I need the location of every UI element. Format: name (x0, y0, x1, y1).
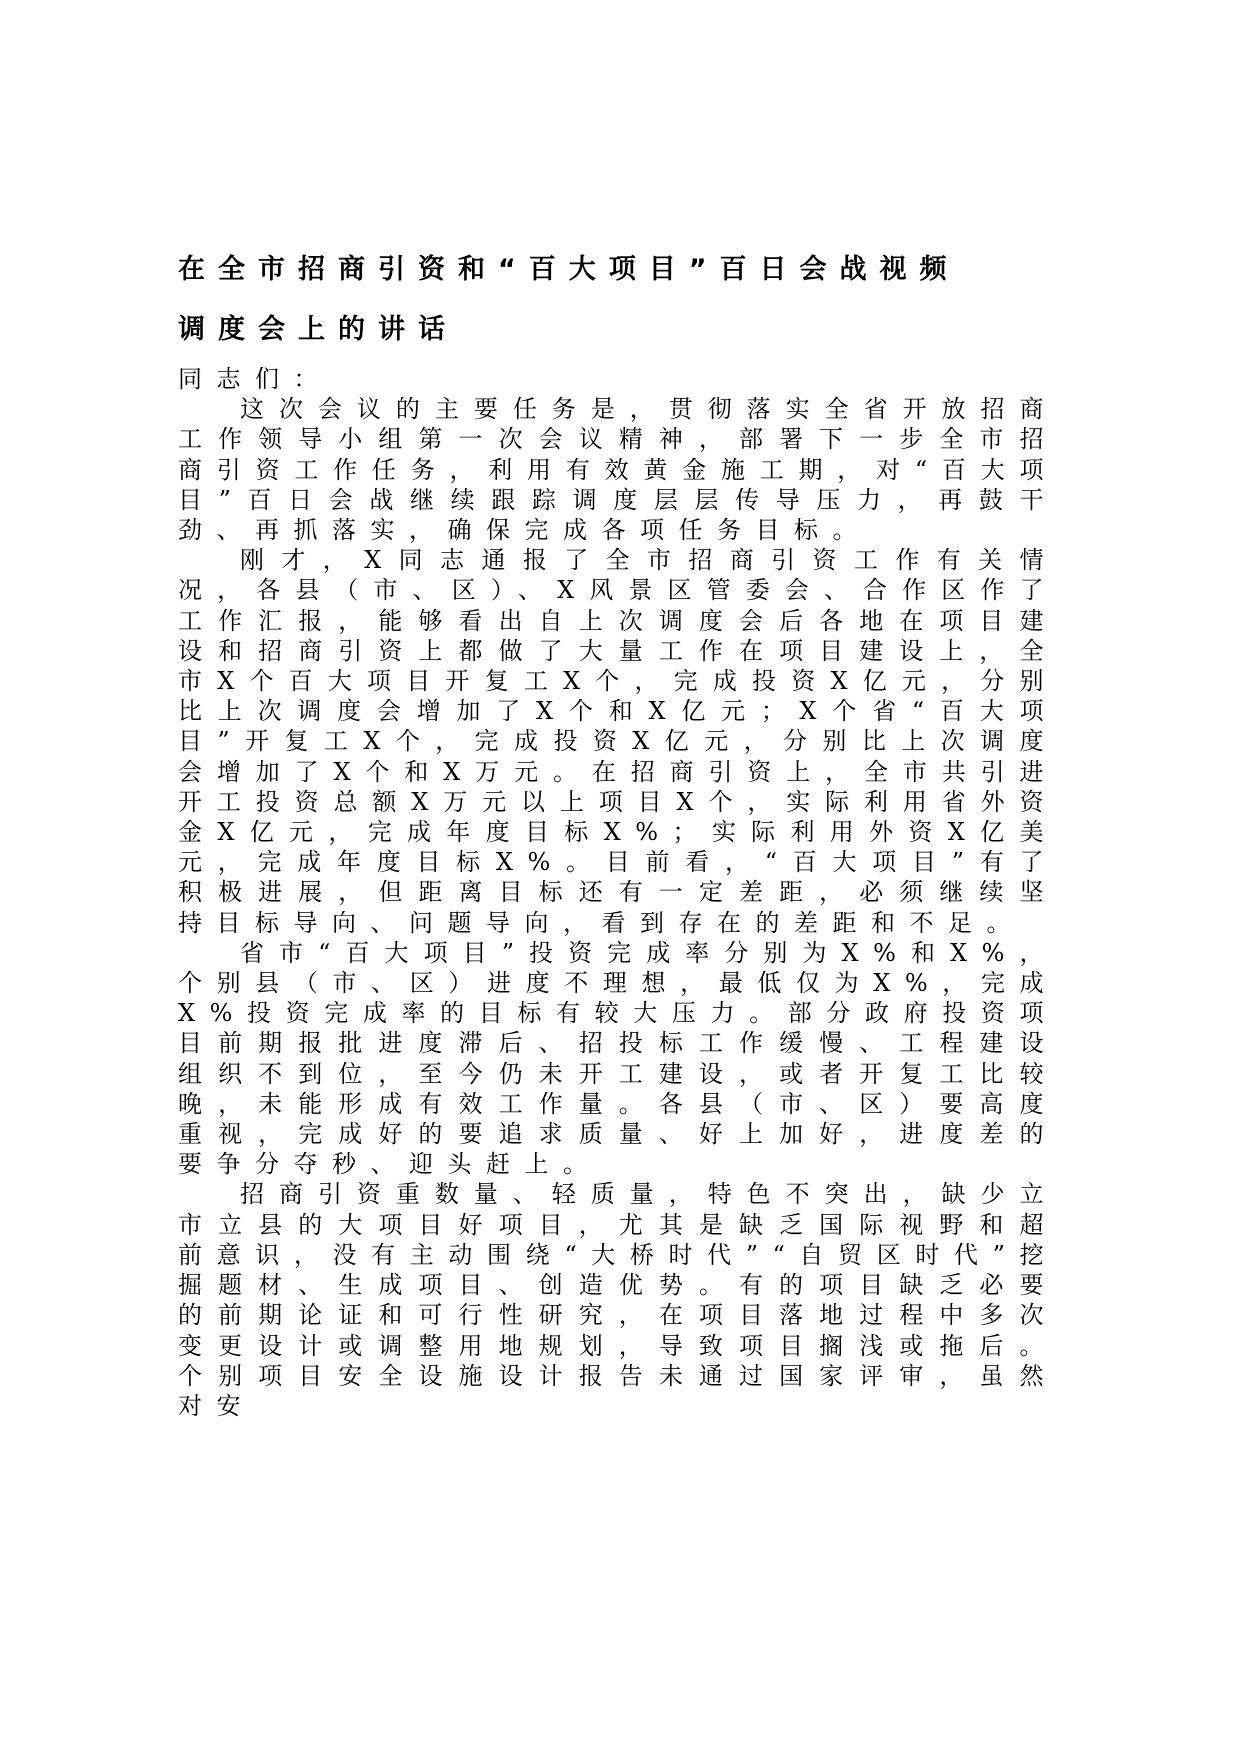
paragraph: 这次会议的主要任务是，贯彻落实全省开放招商工作领导小组第一次会议精神，部署下一步全市招商引资工作任务，利用有效黄金施工期，对“百大项目”百日会战继续跟踪调度层层传导压力，再鼓干劲、再抓落实，确保完成各项任务目标。 (178, 395, 1058, 545)
paragraph: 省市“百大项目”投资完成率分别为X%和X%，个别县（市、区）进度不理想，最低仅为X%，完成X%投资完成率的目标有较大压力。部分政府投资项目前期报批进度滞后、招投标工作缓慢、工程建设组织不到位，至今仍未开工建设，或者开复工比较晚，未能形成有效工作量。各县（市、区）要高度重视，完成好的要追求质量、好上加好，进度差的要争分夺秒、迎头赶上。 (178, 938, 1058, 1179)
title-line-2: 调度会上的讲话 (178, 314, 458, 345)
document-body (178, 364, 1058, 1421)
paragraph: 招商引资重数量、轻质量，特色不突出，缺少立市立县的大项目好项目，尤其是缺乏国际视野和超前意识，没有主动围绕“大桥时代”“自贸区时代”挖掘题材、生成项目、创造优势。有的项目缺乏必要的前期论证和可行性研究，在项目落地过程中多次变更设计或调整用地规划，导致项目搁浅或拖后。个别项目安全设施设计报告未通过国家评审，虽然对安 (178, 1180, 1058, 1420)
paragraph: 刚才，X同志通报了全市招商引资工作有关情况，各县（市、区）、X风景区管委会、合作区作了工作汇报，能够看出自上次调度会后各地在项目建设和招商引资上都做了大量工作在项目建设上，全市X个百大项目开复工X个，完成投资X亿元，分别比上次调度会增加了X个和X亿元；X个省“百大项目”开复工X个，完成投资X亿元，分别比上次调度会增加了X个和X万元。在招商引资上，全市共引进开工投资总额X万元以上项目X个，实际利用省外资金X亿元，完成年度目标X%；实际利用外资X亿美元，完成年度目标X%。目前看，“百大项目”有了积极进展，但距离目标还有一定差距，必须继续坚持目标导向、问题导向，看到存在的差距和不足。 (178, 546, 1058, 937)
title-line-1: 在全市招商引资和“百大项目”百日会战视频 (178, 254, 960, 285)
salutation: 同志们： (178, 365, 332, 393)
document-page (178, 240, 1058, 1421)
document-title (178, 240, 1058, 360)
